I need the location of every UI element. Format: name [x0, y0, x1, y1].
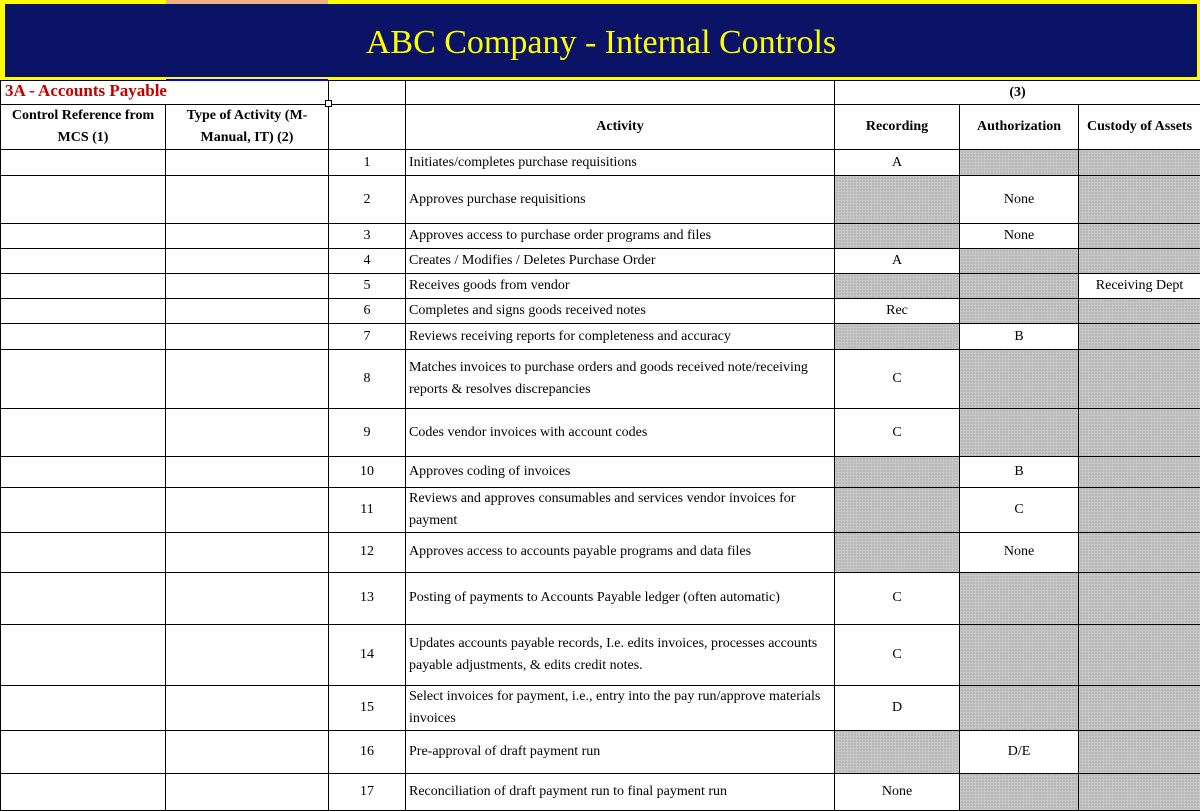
activity-cell[interactable]: Completes and signs goods received notes — [406, 299, 835, 324]
custody-cell[interactable] — [1079, 324, 1200, 350]
row-number-cell[interactable]: 5 — [329, 274, 406, 299]
activity-cell[interactable]: Updates accounts payable records, I.e. edits invoices, processes accounts payable adjustments, & edits credit notes. — [406, 624, 835, 685]
activity-cell[interactable]: Codes vendor invoices with account codes — [406, 409, 835, 457]
table-row — [1, 409, 1200, 457]
row-number-cell[interactable]: 7 — [329, 324, 406, 350]
table-row — [1, 730, 1200, 773]
custody-cell[interactable] — [1079, 224, 1200, 249]
group-header-cell[interactable]: (3) — [835, 81, 1200, 105]
type-of-activity-cell[interactable] — [166, 176, 329, 224]
custody-cell[interactable] — [1079, 299, 1200, 324]
row-number-cell[interactable]: 16 — [329, 730, 406, 773]
recording-cell[interactable]: Rec — [835, 299, 960, 324]
authorization-cell[interactable]: D/E — [960, 730, 1079, 773]
table-row — [1, 224, 1200, 249]
row-number-cell[interactable]: 8 — [329, 350, 406, 409]
type-of-activity-cell[interactable] — [166, 572, 329, 624]
row-number-cell[interactable]: 10 — [329, 457, 406, 487]
row-number-cell[interactable]: 3 — [329, 224, 406, 249]
table-row — [1, 624, 1200, 685]
type-of-activity-cell[interactable] — [166, 299, 329, 324]
control-reference-cell[interactable] — [1, 150, 166, 176]
authorization-cell[interactable]: C — [960, 487, 1079, 532]
custody-cell[interactable] — [1079, 150, 1200, 176]
custody-cell[interactable] — [1079, 532, 1200, 572]
authorization-cell[interactable] — [960, 624, 1079, 685]
page-title: ABC Company - Internal Controls — [365, 23, 837, 61]
header-custody-of-assets[interactable]: Custody of Assets — [1079, 105, 1200, 150]
group-header-row — [1, 81, 1200, 105]
control-reference-cell[interactable] — [1, 274, 166, 299]
recording-cell[interactable] — [835, 274, 960, 299]
custody-cell[interactable] — [1079, 572, 1200, 624]
table-row — [1, 532, 1200, 572]
custody-cell[interactable] — [1079, 457, 1200, 487]
activity-cell[interactable]: Reviews receiving reports for completeness and accuracy — [406, 324, 835, 350]
control-reference-cell[interactable] — [1, 350, 166, 409]
row-number-cell[interactable]: 2 — [329, 176, 406, 224]
sheet-subtitle: 3A - Accounts Payable — [5, 81, 167, 100]
type-of-activity-cell[interactable] — [166, 324, 329, 350]
type-of-activity-cell[interactable] — [166, 773, 329, 810]
table-row — [1, 572, 1200, 624]
authorization-cell[interactable] — [960, 685, 1079, 730]
header-activity[interactable]: Activity — [406, 105, 835, 150]
activity-cell[interactable]: Select invoices for payment, i.e., entry into the pay run/approve materials invoices — [406, 685, 835, 730]
custody-cell[interactable] — [1079, 176, 1200, 224]
control-reference-cell[interactable] — [1, 176, 166, 224]
row-number-cell[interactable]: 13 — [329, 572, 406, 624]
activity-cell[interactable]: Pre-approval of draft payment run — [406, 730, 835, 773]
recording-cell[interactable]: A — [835, 150, 960, 176]
table-row — [1, 249, 1200, 274]
row-number-cell[interactable]: 12 — [329, 532, 406, 572]
control-reference-cell[interactable] — [1, 324, 166, 350]
recording-cell[interactable] — [835, 532, 960, 572]
orange-accent — [166, 0, 328, 4]
recording-cell[interactable] — [835, 457, 960, 487]
table-row — [1, 457, 1200, 487]
recording-cell[interactable]: C — [835, 409, 960, 457]
authorization-cell[interactable]: None — [960, 532, 1079, 572]
activity-cell[interactable]: Approves access to accounts payable programs and data files — [406, 532, 835, 572]
authorization-cell[interactable]: None — [960, 176, 1079, 224]
type-of-activity-cell[interactable] — [166, 487, 329, 532]
control-reference-cell[interactable] — [1, 624, 166, 685]
type-of-activity-cell[interactable] — [166, 150, 329, 176]
recording-cell[interactable]: A — [835, 249, 960, 274]
empty-cell[interactable] — [329, 81, 406, 105]
row-number-cell[interactable]: 9 — [329, 409, 406, 457]
authorization-cell[interactable] — [960, 249, 1079, 274]
control-reference-cell[interactable] — [1, 532, 166, 572]
type-of-activity-cell[interactable] — [166, 224, 329, 249]
custody-cell[interactable] — [1079, 730, 1200, 773]
control-reference-cell[interactable] — [1, 224, 166, 249]
table-row — [1, 685, 1200, 730]
table-row — [1, 324, 1200, 350]
control-reference-cell[interactable] — [1, 409, 166, 457]
title-banner — [0, 0, 1200, 80]
authorization-cell[interactable] — [960, 409, 1079, 457]
activity-cell[interactable]: Matches invoices to purchase orders and goods received note/receiving reports & resolves discrepancies — [406, 350, 835, 409]
empty-cell[interactable] — [406, 81, 835, 105]
table-row — [1, 176, 1200, 224]
activity-cell[interactable]: Reviews and approves consumables and services vendor invoices for payment — [406, 487, 835, 532]
type-of-activity-cell[interactable] — [166, 350, 329, 409]
custody-cell[interactable] — [1079, 773, 1200, 810]
row-number-cell[interactable]: 4 — [329, 249, 406, 274]
table-row — [1, 487, 1200, 532]
authorization-cell[interactable] — [960, 350, 1079, 409]
header-control-reference[interactable]: Control Reference from MCS (1) — [1, 105, 166, 150]
authorization-cell[interactable] — [960, 572, 1079, 624]
recording-cell[interactable]: C — [835, 350, 960, 409]
activity-cell[interactable]: Initiates/completes purchase requisitions — [406, 150, 835, 176]
controls-table — [0, 80, 1200, 811]
row-number-cell[interactable]: 17 — [329, 773, 406, 810]
recording-cell[interactable]: C — [835, 572, 960, 624]
activity-cell[interactable]: Approves coding of invoices — [406, 457, 835, 487]
custody-cell[interactable]: Receiving Dept — [1079, 274, 1200, 299]
authorization-cell[interactable]: None — [960, 224, 1079, 249]
custody-cell[interactable] — [1079, 685, 1200, 730]
type-of-activity-cell[interactable] — [166, 730, 329, 773]
authorization-cell[interactable] — [960, 274, 1079, 299]
activity-cell[interactable]: Reconciliation of draft payment run to final payment run — [406, 773, 835, 810]
table-row — [1, 274, 1200, 299]
header-number[interactable] — [329, 105, 406, 150]
recording-cell[interactable]: D — [835, 685, 960, 730]
activity-cell[interactable]: Receives goods from vendor — [406, 274, 835, 299]
recording-cell[interactable] — [835, 324, 960, 350]
recording-cell[interactable]: C — [835, 624, 960, 685]
authorization-cell[interactable]: B — [960, 324, 1079, 350]
type-of-activity-cell[interactable] — [166, 457, 329, 487]
custody-cell[interactable] — [1079, 350, 1200, 409]
activity-cell[interactable]: Approves purchase requisitions — [406, 176, 835, 224]
activity-cell[interactable]: Creates / Modifies / Deletes Purchase Order — [406, 249, 835, 274]
activity-cell[interactable]: Approves access to purchase order programs and files — [406, 224, 835, 249]
recording-cell[interactable] — [835, 487, 960, 532]
custody-cell[interactable] — [1079, 487, 1200, 532]
row-number-cell[interactable]: 15 — [329, 685, 406, 730]
column-header-row — [1, 105, 1200, 150]
type-of-activity-cell[interactable] — [166, 624, 329, 685]
row-number-cell[interactable]: 1 — [329, 150, 406, 176]
control-reference-cell[interactable] — [1, 487, 166, 532]
table-row — [1, 150, 1200, 176]
row-number-cell[interactable]: 14 — [329, 624, 406, 685]
custody-cell[interactable] — [1079, 409, 1200, 457]
row-number-cell[interactable]: 11 — [329, 487, 406, 532]
authorization-cell[interactable]: B — [960, 457, 1079, 487]
row-number-cell[interactable]: 6 — [329, 299, 406, 324]
control-reference-cell[interactable] — [1, 249, 166, 274]
table-row — [1, 773, 1200, 810]
control-reference-cell[interactable] — [1, 730, 166, 773]
header-recording[interactable]: Recording — [835, 105, 960, 150]
selection-border — [166, 79, 328, 81]
type-of-activity-cell[interactable] — [166, 409, 329, 457]
recording-cell[interactable]: None — [835, 773, 960, 810]
type-of-activity-cell[interactable] — [166, 274, 329, 299]
authorization-cell[interactable] — [960, 773, 1079, 810]
title-cell[interactable] — [5, 4, 1197, 77]
custody-cell[interactable] — [1079, 249, 1200, 274]
type-of-activity-cell[interactable] — [166, 532, 329, 572]
recording-cell[interactable] — [835, 176, 960, 224]
type-of-activity-cell[interactable] — [166, 685, 329, 730]
recording-cell[interactable] — [835, 224, 960, 249]
table-row — [1, 299, 1200, 324]
authorization-cell[interactable] — [960, 299, 1079, 324]
header-type-of-activity[interactable]: Type of Activity (M-Manual, IT) (2) — [166, 105, 329, 150]
fill-handle[interactable] — [325, 100, 332, 107]
control-reference-cell[interactable] — [1, 773, 166, 810]
header-authorization[interactable]: Authorization — [960, 105, 1079, 150]
custody-cell[interactable] — [1079, 624, 1200, 685]
type-of-activity-cell[interactable] — [166, 249, 329, 274]
control-reference-cell[interactable] — [1, 685, 166, 730]
control-reference-cell[interactable] — [1, 299, 166, 324]
table-row — [1, 350, 1200, 409]
control-reference-cell[interactable] — [1, 572, 166, 624]
authorization-cell[interactable] — [960, 150, 1079, 176]
recording-cell[interactable] — [835, 730, 960, 773]
activity-cell[interactable]: Posting of payments to Accounts Payable ledger (often automatic) — [406, 572, 835, 624]
control-reference-cell[interactable] — [1, 457, 166, 487]
